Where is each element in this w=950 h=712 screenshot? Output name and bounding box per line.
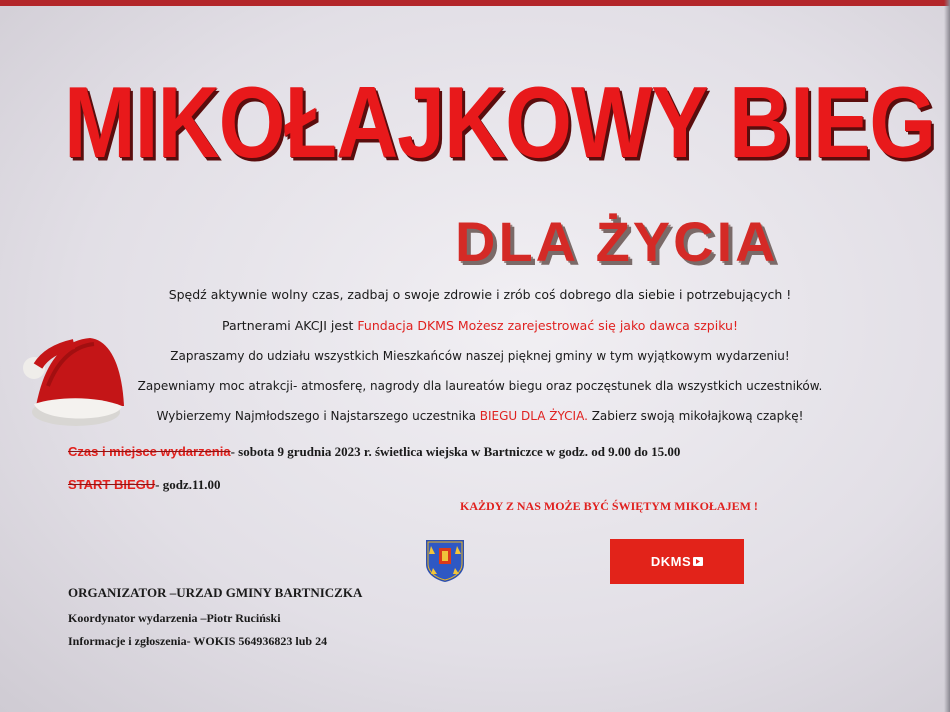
top-edge <box>0 0 950 6</box>
awards-suffix: Zabierz swoją mikołajkową czapkę! <box>587 409 804 423</box>
coordinator-line: Koordynator wydarzenia –Piotr Ruciński <box>68 611 281 625</box>
dkms-logo <box>610 539 744 584</box>
event-details-line <box>68 441 680 460</box>
motto-text: KAŻDY Z NAS MOŻE BYĆ ŚWIĘTYM MIKOŁAJEM ! <box>460 499 758 513</box>
dkms-logo-text: DKMS <box>650 554 692 569</box>
when-value: - sobota 9 grudnia 2023 r. świetlica wiejska w Bartniczce w godz. od 9.00 do 15.00 <box>230 444 681 459</box>
when-label: Czas i miejsce wydarzenia <box>68 444 231 459</box>
dkms-foundation-text: Fundacja DKMS Możesz zarejestrować się jako dawca szpiku! <box>357 318 738 333</box>
dkms-arrow-icon <box>693 557 703 566</box>
coat-of-arms-icon <box>424 538 466 582</box>
start-line <box>68 474 221 493</box>
poster-subtitle: DLA ŻYCIA <box>455 210 779 273</box>
right-edge <box>944 0 950 712</box>
awards-prefix: Wybierzemy Najmłodszego i Najstarszego uczestnika <box>156 409 480 423</box>
attractions-line: Zapewniamy moc atrakcji- atmosferę, nagrody dla laureatów biegu oraz poczęstunek dla wszystkich uczestników. <box>137 379 823 393</box>
awards-line <box>40 409 920 423</box>
organizer-line: ORGANIZATOR –URZAD GMINY BARTNICZKA <box>68 585 363 600</box>
start-value: - godz.11.00 <box>155 477 221 492</box>
poster-title: MIKOŁAJKOWY BIEG <box>64 66 936 180</box>
partners-prefix: Partnerami AKCJI jest <box>222 318 358 333</box>
partners-line <box>40 318 920 333</box>
intro-line: Spędź aktywnie wolny czas, zadbaj o swoje zdrowie i zrób coś dobrego dla siebie i potrzebujących ! <box>168 287 792 302</box>
run-name-text: BIEGU DLA ŻYCIA. <box>479 409 588 423</box>
info-line: Informacje i zgłoszenia- WOKIS 564936823 lub 24 <box>68 634 328 648</box>
start-label: START BIEGU <box>68 477 156 492</box>
invitation-line: Zapraszamy do udziału wszystkich Mieszkańców naszej pięknej gminy w tym wyjątkowym wydarzeniu! <box>170 349 790 363</box>
